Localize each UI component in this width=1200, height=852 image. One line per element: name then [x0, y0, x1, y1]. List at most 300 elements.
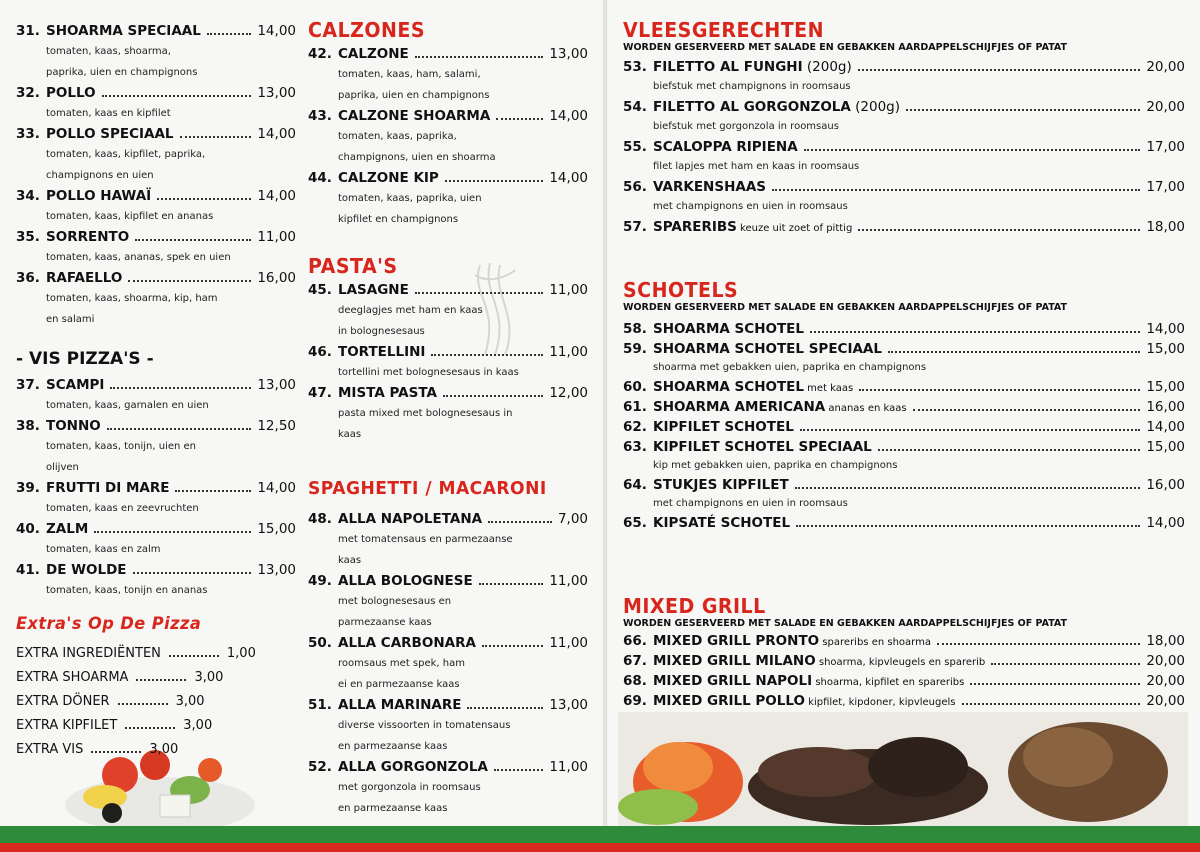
item-price: 11,00	[549, 635, 588, 651]
menu-item	[623, 437, 1185, 475]
dot-leader	[795, 475, 1141, 489]
item-number: 58.	[623, 321, 647, 337]
item-price: 16,00	[257, 270, 296, 286]
spaghetti-list	[308, 509, 588, 819]
item-name	[653, 137, 798, 157]
item-number: 68.	[623, 673, 647, 689]
menu-item	[623, 417, 1185, 437]
item-description: parmezaanse kaas	[338, 617, 432, 628]
item-number: 66.	[623, 633, 647, 649]
item-description: en parmezaanse kaas	[338, 803, 448, 814]
item-number: 62.	[623, 419, 647, 435]
item-description: met champignons en uien in roomsaus	[653, 201, 848, 212]
menu-item	[623, 397, 1185, 417]
extra-item	[16, 666, 296, 690]
item-number: 48.	[308, 511, 332, 527]
item-number: 51.	[308, 697, 332, 713]
vlees-subheading: WORDEN GESERVEERD MET SALADE EN GEBAKKEN AARDAPPELSCHIJFJES OF PATAT	[623, 42, 1068, 53]
item-name	[653, 97, 900, 117]
menu-item	[308, 571, 588, 633]
item-name	[653, 339, 882, 359]
item-number: 69.	[623, 693, 647, 709]
item-name	[46, 375, 104, 395]
item-price: 20,00	[1146, 693, 1185, 709]
item-description: met gorgonzola in roomsaus	[338, 782, 481, 793]
item-number: 57.	[623, 219, 647, 235]
item-price: 18,00	[1146, 219, 1185, 235]
item-number: 33.	[16, 126, 40, 142]
item-price: 14,00	[549, 170, 588, 186]
menu-item-line	[16, 124, 296, 144]
pasta-heading: PASTA'S	[308, 254, 398, 278]
item-number: 63.	[623, 439, 647, 455]
item-name	[46, 416, 101, 436]
menu-item	[308, 44, 588, 106]
item-name	[338, 757, 488, 777]
dot-leader	[804, 137, 1141, 151]
item-name	[338, 695, 461, 715]
extras-heading: Extra's Op De Pizza	[16, 614, 202, 634]
item-price: 13,00	[549, 697, 588, 713]
menu-item	[16, 83, 296, 124]
menu-item-line	[308, 342, 588, 362]
item-name-text: MIXED GRILL PRONTO	[653, 633, 820, 649]
item-description: shoarma met gebakken uien, paprika en champignons	[653, 362, 927, 373]
extra-name: EXTRA VIS	[16, 742, 84, 757]
menu-item-line	[623, 377, 1185, 397]
menu-item	[623, 339, 1185, 377]
dot-leader	[858, 57, 1141, 71]
item-name-text: SPARERIBS	[653, 219, 737, 235]
item-name	[653, 475, 789, 495]
extra-name: EXTRA KIPFILET	[16, 718, 118, 733]
item-number: 44.	[308, 170, 332, 186]
pasta-section	[308, 254, 588, 445]
item-price: 12,50	[257, 418, 296, 434]
menu-item	[16, 560, 296, 601]
item-name-text: FILETTO AL FUNGHI	[653, 59, 803, 75]
dot-leader	[431, 342, 543, 356]
vis-pizza-section	[16, 349, 296, 601]
item-price: 15,00	[1146, 439, 1185, 455]
item-name-text: FILETTO AL GORGONZOLA	[653, 99, 851, 115]
menu-item-line	[16, 83, 296, 103]
menu-item-line	[16, 519, 296, 539]
extra-price: 3,00	[149, 742, 179, 757]
extra-price: 3,00	[194, 670, 224, 685]
extra-name: EXTRA INGREDIËNTEN	[16, 646, 161, 661]
item-price: 14,00	[257, 126, 296, 142]
grill-illustration	[618, 712, 1188, 826]
dot-leader	[94, 519, 251, 533]
dot-leader	[858, 217, 1140, 231]
item-name	[653, 651, 985, 673]
item-name-text: MISTA PASTA	[338, 385, 437, 401]
dot-leader	[496, 106, 543, 120]
menu-item	[16, 478, 296, 519]
item-name	[46, 478, 169, 498]
item-name	[653, 417, 794, 437]
menu-item-line	[623, 437, 1185, 457]
item-price: 20,00	[1146, 673, 1185, 689]
item-description: tomaten, kaas, ananas, spek en uien	[46, 252, 231, 263]
extra-name: EXTRA DÖNER	[16, 694, 110, 709]
item-number: 38.	[16, 418, 40, 434]
pizza-list	[16, 21, 296, 330]
menu-item	[308, 168, 588, 230]
item-description: met bolognesesaus en	[338, 596, 452, 607]
item-name	[338, 168, 439, 188]
item-name-text: FRUTTI DI MARE	[46, 480, 170, 496]
menu-item-line	[623, 651, 1185, 671]
dot-leader	[991, 651, 1140, 665]
item-description: filet lapjes met ham en kaas in roomsaus	[653, 161, 860, 172]
item-number: 36.	[16, 270, 40, 286]
item-note: shoarma, kipfilet en spareribs	[812, 677, 965, 688]
page-fold	[603, 0, 607, 852]
item-name	[338, 342, 425, 362]
dot-leader	[937, 631, 1140, 645]
menu-item-line	[623, 177, 1185, 197]
footer-red-stripe	[0, 843, 1200, 852]
menu-item-line	[308, 757, 588, 777]
item-price: 11,00	[549, 573, 588, 589]
item-name	[653, 691, 956, 713]
item-description: paprika, uien en champignons	[338, 90, 490, 101]
menu-item-line	[623, 217, 1185, 237]
menu-item	[16, 375, 296, 416]
menu-item-line	[623, 417, 1185, 437]
item-number: 53.	[623, 59, 647, 75]
footer-green-stripe	[0, 826, 1200, 843]
item-number: 46.	[308, 344, 332, 360]
item-number: 59.	[623, 341, 647, 357]
item-note: shoarma, kipvleugels en sparerib	[815, 657, 986, 668]
item-name	[338, 44, 409, 64]
dot-leader	[467, 695, 543, 709]
item-price: 15,00	[1146, 379, 1185, 395]
schotels-list	[623, 319, 1185, 533]
item-name	[338, 509, 482, 529]
item-number: 41.	[16, 562, 40, 578]
item-description: in bolognesesaus	[338, 326, 425, 337]
item-description: ei en parmezaanse kaas	[338, 679, 460, 690]
menu-item-line	[623, 513, 1185, 533]
menu-item	[16, 124, 296, 186]
item-description: tomaten, kaas en zeevruchten	[46, 503, 199, 514]
item-description: tomaten, kaas, ham, salami,	[338, 69, 481, 80]
item-price: 17,00	[1146, 139, 1185, 155]
menu-item-line	[308, 168, 588, 188]
item-description: en salami	[46, 314, 95, 325]
item-number: 54.	[623, 99, 647, 115]
menu-item	[623, 631, 1185, 651]
item-price: 13,00	[257, 377, 296, 393]
menu-item	[623, 217, 1185, 237]
item-note: spareribs en shoarma	[819, 637, 931, 648]
item-number: 49.	[308, 573, 332, 589]
dot-leader	[962, 691, 1141, 705]
vis-pizza-list	[16, 375, 296, 601]
item-name	[653, 437, 872, 457]
menu-item	[16, 21, 296, 83]
dot-leader	[488, 509, 552, 523]
item-price: 13,00	[549, 46, 588, 62]
item-name-text: MIXED GRILL NAPOLI	[653, 673, 813, 689]
dot-leader	[207, 21, 252, 35]
item-name	[338, 571, 473, 591]
extra-name: EXTRA SHOARMA	[16, 670, 129, 685]
menu-item-line	[623, 97, 1185, 117]
menu-item-line	[308, 106, 588, 126]
dot-leader	[970, 671, 1140, 685]
menu-item	[623, 377, 1185, 397]
menu-item	[623, 475, 1185, 513]
calzones-heading: CALZONES	[308, 18, 426, 42]
item-name-text: KIPSATÉ SCHOTEL	[653, 515, 791, 531]
item-description: tomaten, kaas, shoarma, kip, ham	[46, 293, 218, 304]
item-name-text: SHOARMA SCHOTEL SPECIAAL	[653, 341, 882, 357]
item-number: 60.	[623, 379, 647, 395]
item-name-text: ALLA NAPOLETANA	[338, 511, 483, 527]
menu-item	[623, 137, 1185, 177]
menu-item	[623, 691, 1185, 711]
calzones-list	[308, 44, 588, 230]
grill-section	[623, 594, 1185, 711]
item-description: champignons, uien en shoarma	[338, 152, 496, 163]
item-number: 34.	[16, 188, 40, 204]
menu-item-line	[16, 268, 296, 288]
menu-item-line	[16, 375, 296, 395]
item-price: 20,00	[1146, 653, 1185, 669]
dot-leader	[800, 417, 1141, 431]
menu-item	[308, 106, 588, 168]
item-price: 14,00	[1146, 419, 1185, 435]
item-name-text: POLLO	[46, 85, 96, 101]
item-price: 17,00	[1146, 179, 1185, 195]
item-name-text: ZALM	[46, 521, 89, 537]
menu-item	[16, 519, 296, 560]
item-number: 61.	[623, 399, 647, 415]
menu-item-line	[308, 509, 588, 529]
item-price: 20,00	[1146, 99, 1185, 115]
schotels-subheading: WORDEN GESERVEERD MET SALADE EN GEBAKKEN AARDAPPELSCHIJFJES OF PATAT	[623, 302, 1068, 313]
item-price: 14,00	[1146, 321, 1185, 337]
item-name-text: KIPFILET SCHOTEL	[653, 419, 794, 435]
item-name-text: SHOARMA SCHOTEL	[653, 321, 804, 337]
dot-leader	[796, 513, 1140, 527]
menu-item	[623, 177, 1185, 217]
item-description: tortellini met bolognesesaus in kaas	[338, 367, 519, 378]
item-name	[653, 631, 931, 653]
menu-item	[16, 416, 296, 478]
item-name-text: CALZONE SHOARMA	[338, 108, 491, 124]
menu-item-line	[308, 571, 588, 591]
dot-leader	[443, 383, 543, 397]
item-price: 12,00	[549, 385, 588, 401]
item-name	[653, 319, 804, 339]
item-name-text: MIXED GRILL POLLO	[653, 693, 805, 709]
menu-item	[623, 57, 1185, 97]
item-name-text: TONNO	[46, 418, 101, 434]
spaghetti-heading: SPAGHETTI / MACARONI	[308, 478, 547, 499]
schotels-heading: SCHOTELS	[623, 278, 739, 302]
item-name	[338, 383, 437, 403]
item-number: 31.	[16, 23, 40, 39]
dot-leader	[888, 339, 1140, 353]
menu-item	[16, 227, 296, 268]
item-number: 37.	[16, 377, 40, 393]
item-name-text: ALLA GORGONZOLA	[338, 759, 488, 775]
dot-leader	[133, 560, 252, 574]
vlees-heading: VLEESGERECHTEN	[623, 18, 824, 42]
item-number: 65.	[623, 515, 647, 531]
item-name-text: SHOARMA SPECIAAL	[46, 23, 201, 39]
dot-leader	[859, 377, 1140, 391]
item-name-text: SHOARMA SCHOTEL	[653, 379, 804, 395]
item-name	[653, 57, 852, 77]
menu-item-line	[16, 227, 296, 247]
item-name-text: SHOARMA AMERICANA	[653, 399, 826, 415]
item-description: deeglagjes met ham en kaas	[338, 305, 483, 316]
menu-item	[623, 319, 1185, 339]
item-price: 11,00	[549, 344, 588, 360]
menu-item	[308, 757, 588, 819]
schotels-section	[623, 278, 1185, 533]
menu-item	[623, 651, 1185, 671]
extras-list	[16, 642, 296, 762]
menu-item-line	[308, 44, 588, 64]
item-description: tomaten, kaas, tonijn en ananas	[46, 585, 208, 596]
dot-leader	[175, 478, 251, 492]
menu-item-line	[623, 397, 1185, 417]
item-price: 16,00	[1146, 399, 1185, 415]
item-price: 15,00	[257, 521, 296, 537]
item-name-text: VARKENSHAAS	[653, 179, 766, 195]
item-name	[46, 268, 122, 288]
menu-item	[16, 186, 296, 227]
item-name	[653, 377, 853, 399]
item-number: 40.	[16, 521, 40, 537]
item-name-text: POLLO SPECIAAL	[46, 126, 174, 142]
dot-leader	[415, 280, 544, 294]
item-note: ananas en kaas	[825, 403, 907, 414]
dot-leader	[136, 666, 186, 681]
item-name-text: RAFAELLO	[46, 270, 123, 286]
item-number: 35.	[16, 229, 40, 245]
item-price: 14,00	[257, 480, 296, 496]
item-name-text: SORRENTO	[46, 229, 130, 245]
item-name	[46, 124, 174, 144]
item-name	[653, 397, 907, 419]
menu-item	[308, 695, 588, 757]
dot-leader	[180, 124, 252, 138]
item-description: met tomatensaus en parmezaanse	[338, 534, 513, 545]
grill-subheading: WORDEN GESERVEERD MET SALADE EN GEBAKKEN AARDAPPELSCHIJFJES OF PATAT	[623, 618, 1068, 629]
item-name-text: DE WOLDE	[46, 562, 127, 578]
item-price: 11,00	[257, 229, 296, 245]
item-number: 45.	[308, 282, 332, 298]
item-description: kip met gebakken uien, paprika en champignons	[653, 460, 898, 471]
item-name	[46, 21, 201, 41]
item-number: 64.	[623, 477, 647, 493]
item-price: 11,00	[549, 759, 588, 775]
item-price: 13,00	[257, 562, 296, 578]
item-name	[653, 217, 852, 239]
menu-item-line	[623, 475, 1185, 495]
dot-leader	[125, 714, 175, 729]
item-description: tomaten, kaas, shoarma,	[46, 46, 171, 57]
item-number: 56.	[623, 179, 647, 195]
menu-item-line	[16, 186, 296, 206]
item-name	[46, 186, 151, 206]
dot-leader	[128, 268, 251, 282]
menu-item	[623, 513, 1185, 533]
item-note: keuze uit zoet of pittig	[736, 223, 853, 234]
item-description: met champignons en uien in roomsaus	[653, 498, 848, 509]
dot-leader	[479, 571, 544, 585]
menu-item-line	[308, 633, 588, 653]
menu-item-line	[623, 631, 1185, 651]
calzones-section	[308, 18, 588, 230]
grill-list	[623, 631, 1185, 711]
dot-leader	[169, 642, 219, 657]
vlees-list	[623, 57, 1185, 237]
item-description: en parmezaanse kaas	[338, 741, 448, 752]
item-name	[338, 633, 476, 653]
item-number: 42.	[308, 46, 332, 62]
item-name	[338, 106, 490, 126]
item-name	[653, 177, 766, 197]
item-price: 16,00	[1146, 477, 1185, 493]
dot-leader	[906, 97, 1140, 111]
item-description: pasta mixed met bolognesesaus in	[338, 408, 513, 419]
extra-item	[16, 690, 296, 714]
menu-item-line	[16, 560, 296, 580]
menu-item	[308, 280, 588, 342]
item-description: champignons en uien	[46, 170, 154, 181]
item-description: biefstuk met champignons in roomsaus	[653, 81, 851, 92]
item-name-text: TORTELLINI	[338, 344, 426, 360]
extra-price: 3,00	[175, 694, 205, 709]
item-description: biefstuk met gorgonzola in roomsaus	[653, 121, 839, 132]
item-name-text: LASAGNE	[338, 282, 409, 298]
item-description: tomaten, kaas, tonijn, uien en	[46, 441, 197, 452]
item-number: 50.	[308, 635, 332, 651]
menu-item-line	[623, 57, 1185, 77]
item-name-text: ALLA CARBONARA	[338, 635, 476, 651]
dot-leader	[91, 738, 141, 753]
item-price: 20,00	[1146, 59, 1185, 75]
dot-leader	[772, 177, 1140, 191]
item-price: 14,00	[257, 23, 296, 39]
dot-leader	[102, 83, 252, 97]
item-name	[653, 513, 790, 533]
extra-price: 1,00	[226, 646, 256, 661]
dot-leader	[135, 227, 251, 241]
vlees-section	[623, 18, 1185, 237]
dot-leader	[110, 375, 251, 389]
item-name-text: CALZONE	[338, 46, 409, 62]
menu-item	[623, 671, 1185, 691]
item-name-text: SCALOPPA RIPIENA	[653, 139, 798, 155]
item-price: 7,00	[557, 511, 588, 527]
item-description: tomaten, kaas en kipfilet	[46, 108, 171, 119]
item-name	[46, 560, 127, 580]
item-description: kaas	[338, 555, 362, 566]
menu-item-line	[308, 280, 588, 300]
menu-item	[308, 509, 588, 571]
